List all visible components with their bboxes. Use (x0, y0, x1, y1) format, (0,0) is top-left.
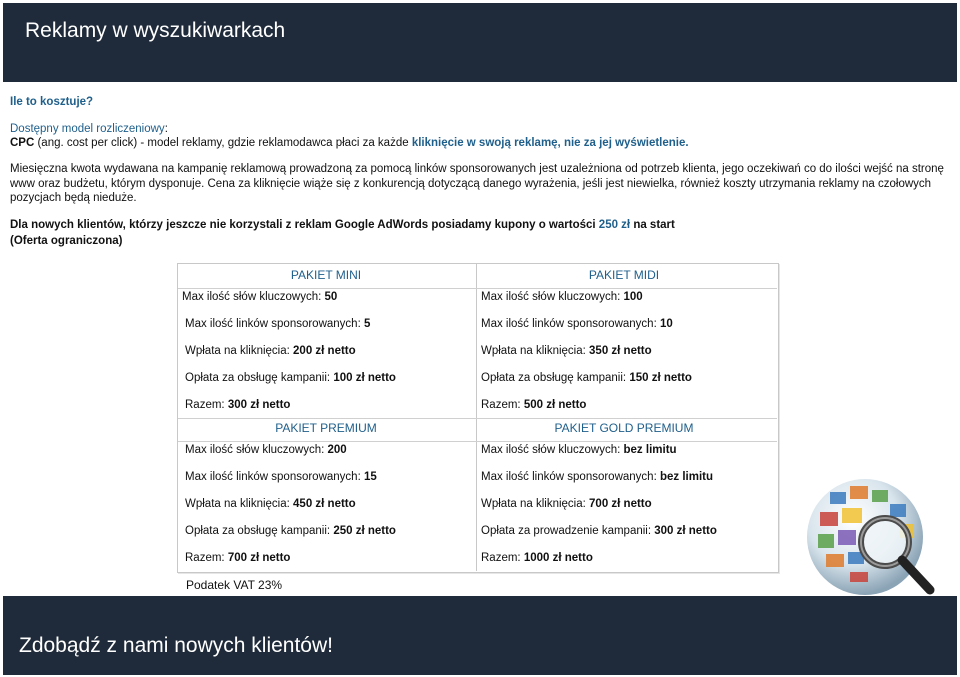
package-mini-row: Opłata za obsługę kampanii: 100 zł netto (185, 372, 396, 384)
package-premium-row: Opłata za obsługę kampanii: 250 zł netto (185, 525, 396, 537)
package-gold-row: Max ilość słów kluczowych: bez limitu (481, 444, 677, 456)
package-midi-row: Max ilość słów kluczowych: 100 (481, 291, 643, 303)
package-mini-title: PAKIET MINI (290, 268, 362, 282)
package-midi-title: PAKIET MIDI (588, 268, 660, 282)
package-premium-row: Wpłata na kliknięcia: 450 zł netto (185, 498, 356, 510)
footer-banner (3, 596, 957, 675)
row-divider (178, 418, 777, 419)
package-gold-title: PAKIET GOLD PREMIUM (554, 421, 694, 435)
intro-paragraph: Miesięczna kwota wydawana na kampanię reklamową prowadzoną za pomocą linków sponsorowanych jest uzależniona od potrzeb klienta, jego oczekiwań co do ilości wejść na stronę www oraz budżetu, którym dysponuje. Cena za kliknięcie wiąże się z konkurencją dotyczącą danego wyrażenia, jeśli jest niewielka, również koszty utrzymania reklamy na czołowych pozycjach będą nieduże. (10, 163, 944, 204)
question-heading: Ile to kosztuje? (10, 96, 94, 108)
offer-text-b: na start (630, 219, 675, 231)
vat-note: Podatek VAT 23% (186, 578, 283, 592)
package-premium-title: PAKIET PREMIUM (275, 421, 377, 435)
package-mini-row: Max ilość linków sponsorowanych: 5 (185, 318, 371, 330)
model-desc-a: (ang. cost per click) - model reklamy, gdzie reklamodawca płaci za każde (34, 137, 412, 149)
package-midi-row: Wpłata na kliknięcia: 350 zł netto (481, 345, 652, 357)
header-banner (3, 3, 957, 82)
model-description (10, 136, 689, 150)
package-gold-row: Opłata za prowadzenie kampanii: 300 zł netto (481, 525, 717, 537)
footer-slogan: Zdobądź z nami nowych klientów! (19, 634, 333, 657)
row-divider (178, 441, 777, 442)
model-label-line (10, 122, 168, 136)
package-premium-row: Max ilość linków sponsorowanych: 15 (185, 471, 377, 483)
offer-amount: 250 zł (598, 219, 631, 231)
package-midi-row: Max ilość linków sponsorowanych: 10 (481, 318, 673, 330)
offer-line (10, 218, 675, 232)
package-midi-row: Razem: 500 zł netto (481, 399, 587, 411)
package-gold-row: Razem: 1000 zł netto (481, 552, 593, 564)
model-colon: : (164, 123, 168, 135)
globe-magnifier-icon (790, 462, 950, 602)
row-divider (178, 288, 777, 289)
package-midi-row: Opłata za obsługę kampanii: 150 zł netto (481, 372, 692, 384)
model-label: Dostępny model rozliczeniowy (10, 123, 165, 135)
model-desc-b: kliknięcie w swoją reklamę, nie za jej wyświetlenie. (411, 137, 689, 149)
package-mini-row: Wpłata na kliknięcia: 200 zł netto (185, 345, 356, 357)
package-gold-row: Max ilość linków sponsorowanych: bez limitu (481, 471, 713, 483)
offer-limited: (Oferta ograniczona) (10, 235, 123, 247)
cpc-term: CPC (10, 137, 35, 149)
package-mini-row: Razem: 300 zł netto (185, 399, 291, 411)
package-premium-row: Max ilość słów kluczowych: 200 (185, 444, 347, 456)
offer-text-a: Dla nowych klientów, którzy jeszcze nie korzystali z reklam Google AdWords posiadamy kupony o wartości (10, 219, 599, 231)
pricing-table-divider (476, 263, 477, 571)
page-title: Reklamy w wyszukiwarkach (25, 19, 286, 42)
package-premium-row: Razem: 700 zł netto (185, 552, 291, 564)
package-mini-row: Max ilość słów kluczowych: 50 (182, 291, 338, 303)
package-gold-row: Wpłata na kliknięcia: 700 zł netto (481, 498, 652, 510)
